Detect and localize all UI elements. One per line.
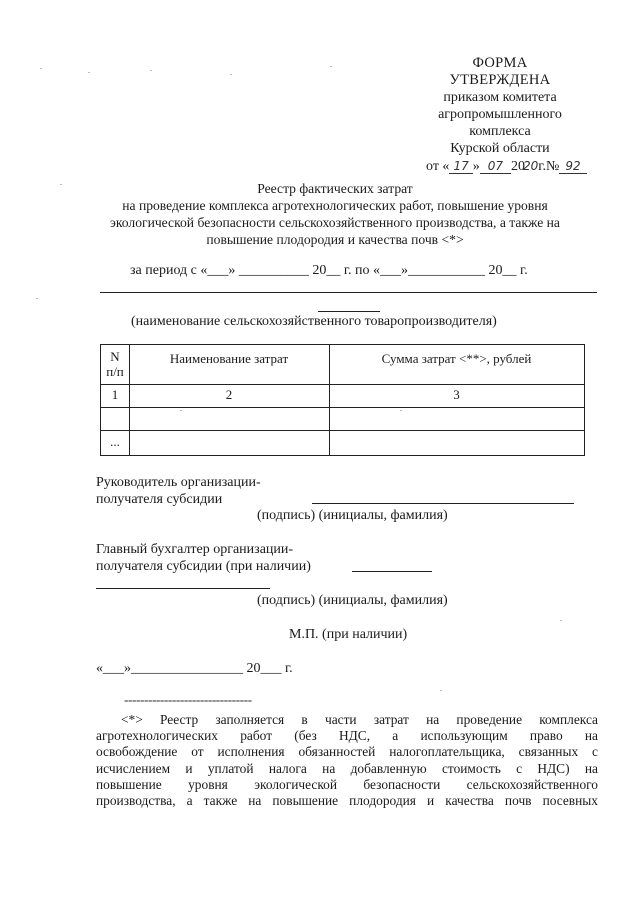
accountant-signature-line (352, 571, 432, 572)
footnote-line-2: агротехнологических работ (без НДС, а использующим право на (96, 728, 598, 744)
footnote-line-4: исчислением и уплатой налога на добавленную стоимость с НДС) на (96, 760, 598, 776)
footnote-line-5: повышение уровня экологической безопасности сельскохозяйственного (96, 776, 598, 792)
approval-committee-line: агропромышленного (438, 107, 562, 122)
table-header-pp: п/п (106, 364, 124, 379)
handwritten-year: 20 (523, 159, 539, 173)
title-line-3: экологической безопасности сельскохозяйственного производства, а также на (110, 215, 560, 230)
handwritten-day: 17 (449, 159, 472, 174)
accountant-title-line-2: получателя субсидии (при наличии) (96, 559, 311, 574)
head-signature-caption: (подпись) (инициалы, фамилия) (257, 508, 448, 523)
accountant-signature-caption: (подпись) (инициалы, фамилия) (257, 593, 448, 608)
accountant-title-line-1: Главный бухгалтер организации- (96, 542, 294, 557)
accountant-name-line (96, 588, 270, 589)
producer-caption: (наименование сельскохозяйственного товаропроизводителя) (131, 314, 497, 329)
producer-name-line (100, 292, 597, 293)
head-title-line-2: получателя субсидии (96, 492, 223, 507)
table-header-number (101, 349, 129, 379)
table-col-number-3: 3 (453, 387, 460, 402)
handwritten-month: 07 (480, 159, 511, 174)
footnote-line-6: производства, а также на повышение плодородия и качества почв посевных (96, 793, 598, 809)
approval-form-label: ФОРМА (472, 55, 528, 71)
table-col-number-2: 2 (225, 387, 233, 402)
period-line: за период с «___» __________ 20__ г. по «___»___________ 20__ г. (130, 263, 528, 278)
footnote (96, 712, 598, 809)
footnote-line-3: освобождение от исполнения обязанностей налогоплательщика, связанных с (96, 744, 598, 760)
approval-date-line: от « 17 » 07 2020г.№ 92 (426, 158, 587, 175)
approval-order-line: приказом комитета (443, 90, 557, 105)
footnote-line-1: <*> Реестр заполняется в части затрат на проведение комплекса (121, 712, 598, 727)
table-header-cost-name: Наименование затрат (169, 351, 289, 366)
table-header-n: N (110, 349, 120, 364)
table-col-number-1: 1 (111, 387, 119, 402)
title-line-4: повышение плодородия и качества почв <*> (206, 232, 464, 247)
approval-complex-line: комплекса (469, 124, 531, 139)
document-title (80, 180, 590, 248)
head-signature-line (312, 503, 574, 504)
approval-block (400, 55, 600, 157)
approval-region-line: Курской области (450, 141, 550, 156)
costs-table (100, 344, 585, 456)
table-row-ellipsis: ... (110, 434, 120, 449)
footnote-separator: -------------------------------- (124, 692, 252, 707)
stamp-label: М.П. (при наличии) (289, 627, 408, 642)
table-header-cost-sum: Сумма затрат <**>, рублей (381, 351, 532, 366)
head-title-line-1: Руководитель организации- (96, 475, 261, 490)
producer-name-short-line (318, 311, 380, 312)
signing-date-line: «___»________________ 20___ г. (96, 661, 293, 676)
title-line-2: на проведение комплекса агротехнологических работ, повышение уровня (122, 198, 548, 213)
approval-approved-label: УТВЕРЖДЕНА (449, 72, 551, 88)
handwritten-order-number: 92 (559, 159, 586, 174)
title-line-1: Реестр фактических затрат (257, 181, 413, 196)
